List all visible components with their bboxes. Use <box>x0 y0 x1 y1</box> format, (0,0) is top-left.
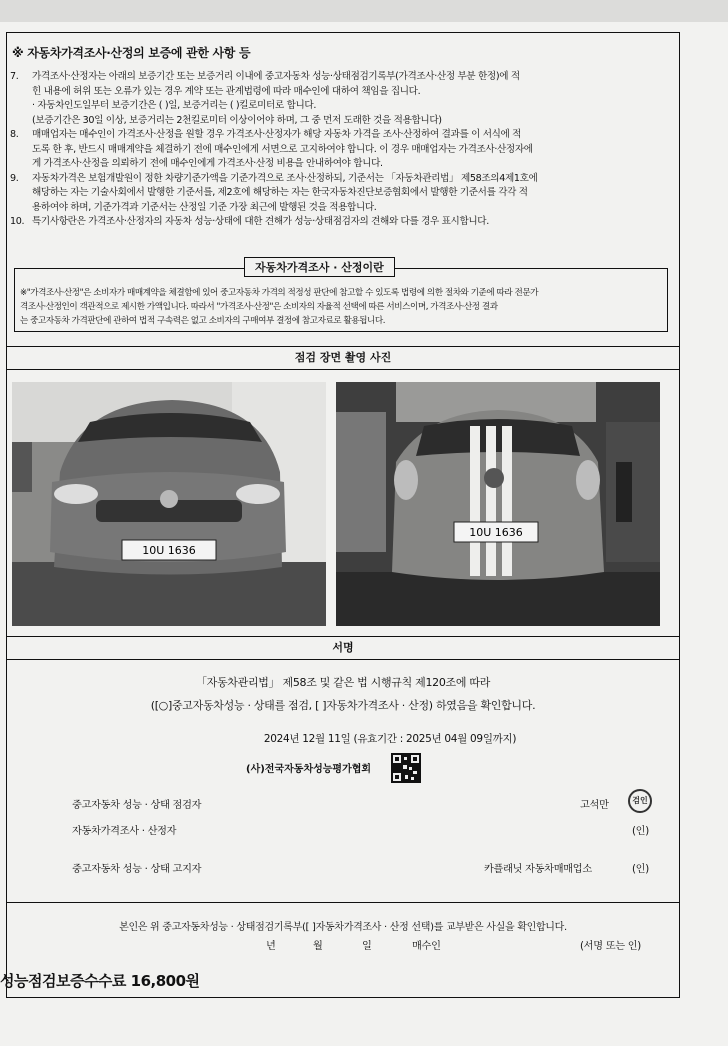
term-number: 7. <box>10 71 19 82</box>
inspector-seal: 검인 <box>628 789 652 813</box>
receipt-day: 일 <box>362 941 372 952</box>
term-line: 자동차가격은 보험개발원이 정한 차량기준가액을 기준가격으로 조사·산정하되, 기준서는 「자동차관리법」 제58조의4제1호에 <box>32 172 538 184</box>
term-number: 8. <box>10 129 19 140</box>
term-item <box>8 128 670 172</box>
date-line: 2024년 12월 11일 (유효기간 : 2025년 04월 09일까지) <box>263 733 517 745</box>
rear-plate-text: 10U 1636 <box>469 526 523 539</box>
notifier-seal-mark: (인) <box>632 864 649 875</box>
association-name: (사)전국자동차성능평가협회 <box>246 764 372 775</box>
confirm-line: ([○]중고자동차성능 · 상태를 점검, [ ]자동차가격조사 · 산정) 하였음을 확인합니다. <box>150 699 536 712</box>
term-line: (보증기간은 30일 이상, 보증거리는 2천킬로미터 이상이어야 하며, 그 중 먼저 도래한 것을 적용합니다) <box>32 114 442 126</box>
front-car-image <box>12 382 326 626</box>
divider <box>6 902 680 903</box>
terms-list <box>8 70 670 230</box>
appraiser-seal-mark: (인) <box>632 826 649 837</box>
rear-car-photo <box>336 382 660 626</box>
term-line: 특기사항란은 가격조사·산정자의 자동차 성능·상태에 대한 견해가 성능·상태점검자의 견해와 다를 경우 표시합니다. <box>32 216 489 227</box>
term-line: 힌 내용에 허위 또는 오류가 있는 경우 계약 또는 관계법령에 따라 매수인에 대하여 책임을 집니다. <box>32 85 421 97</box>
legal-basis-line: 「자동차관리법」 제58조 및 같은 법 시행규칙 제120조에 따라 <box>195 676 491 689</box>
notice-line: 격조사·산정인이 객관적으로 제시한 가액입니다. 따라서 "가격조사·산정"은 소비자의 자율적 선택에 따른 서비스이며, 가격조사·산정 결과 <box>20 302 498 312</box>
term-number: 10. <box>10 216 25 227</box>
top-strip <box>0 0 728 22</box>
notifier-name: 카플래닛 자동차매매업소 <box>484 864 592 875</box>
term-line: 도록 한 후, 반드시 매매계약을 체결하기 전에 매수인에게 서면으로 고지하여야 합니다. 이 경우 매매업자는 가격조사·산정자에 <box>32 143 533 155</box>
notifier-label: 중고자동차 성능 · 상태 고지자 <box>72 864 202 875</box>
term-item <box>8 172 670 216</box>
receipt-year: 년 <box>266 941 276 952</box>
term-line: 매매업자는 매수인이 가격조사·산정을 원할 경우 가격조사·산정자가 해당 자동차 가격을 조사·산정하여 결과를 이 서식에 적 <box>32 129 522 140</box>
term-item <box>8 70 670 128</box>
inspector-label: 중고자동차 성능 · 상태 점검자 <box>72 800 202 811</box>
term-line: 게 가격조사·산정을 의뢰하기 전에 매수인에게 가격조사·산정 비용을 안내하여야 합니다. <box>32 158 383 169</box>
term-line: 해당하는 자는 기술사회에서 발행한 기준서를, 제2호에 해당하는 자는 한국자동차진단보증협회에서 발행한 기준서를 각각 적 <box>32 187 528 198</box>
notice-title: 자동차가격조사 · 산정이란 <box>244 257 395 277</box>
inspector-name: 고석만 <box>580 800 609 811</box>
term-item <box>8 215 670 230</box>
receipt-month: 월 <box>313 941 323 952</box>
section-title: ※ 자동차가격조사·산정의 보증에 관한 사항 등 <box>12 46 251 60</box>
term-line: · 자동차인도일부터 보증기간은 ( )일, 보증거리는 ( )킬로미터로 합니다. <box>32 100 317 111</box>
photo-section-title: 점검 장면 촬영 사진 <box>6 346 680 370</box>
qr-code-icon <box>391 753 421 783</box>
notice-body <box>20 286 664 328</box>
term-number: 9. <box>10 172 19 184</box>
inspection-fee: 성능점검보증수수료 16,800원 <box>0 972 200 990</box>
sign-section-title: 서명 <box>6 636 680 660</box>
front-plate-text: 10U 1636 <box>142 544 196 557</box>
term-line: 용하여야 하며, 기준가격과 기준서는 산정일 기준 가장 최근에 발행된 것을 적용합니다. <box>32 201 377 213</box>
term-line: 가격조사·산정자는 아래의 보증기간 또는 보증거리 이내에 중고자동차 성능·상태점검기록부(가격조사·산정 부분 한정)에 적 <box>32 71 520 82</box>
front-car-photo <box>12 382 326 626</box>
notice-line: 는 중고자동차 가격판단에 관하여 법적 구속력은 없고 소비자의 구매여부 결정에 참고자료로 활용됩니다. <box>20 316 385 326</box>
buyer-label: 매수인 <box>412 941 441 952</box>
appraiser-label: 자동차가격조사 · 산정자 <box>72 826 177 837</box>
rear-car-image <box>336 382 660 626</box>
buyer-sign: (서명 또는 인) <box>580 941 641 952</box>
notice-line: ※"가격조사·산정"은 소비자가 매매계약을 체결함에 있어 중고자동차 가격의 적정성 판단에 참고할 수 있도록 법령에 의한 절차와 기준에 따라 전문가 <box>20 288 539 298</box>
receipt-confirm-line: 본인은 위 중고자동차성능 · 상태점검기록부([ ]자동차가격조사 · 산정 선택)를 교부받은 사실을 확인합니다. <box>119 922 567 933</box>
